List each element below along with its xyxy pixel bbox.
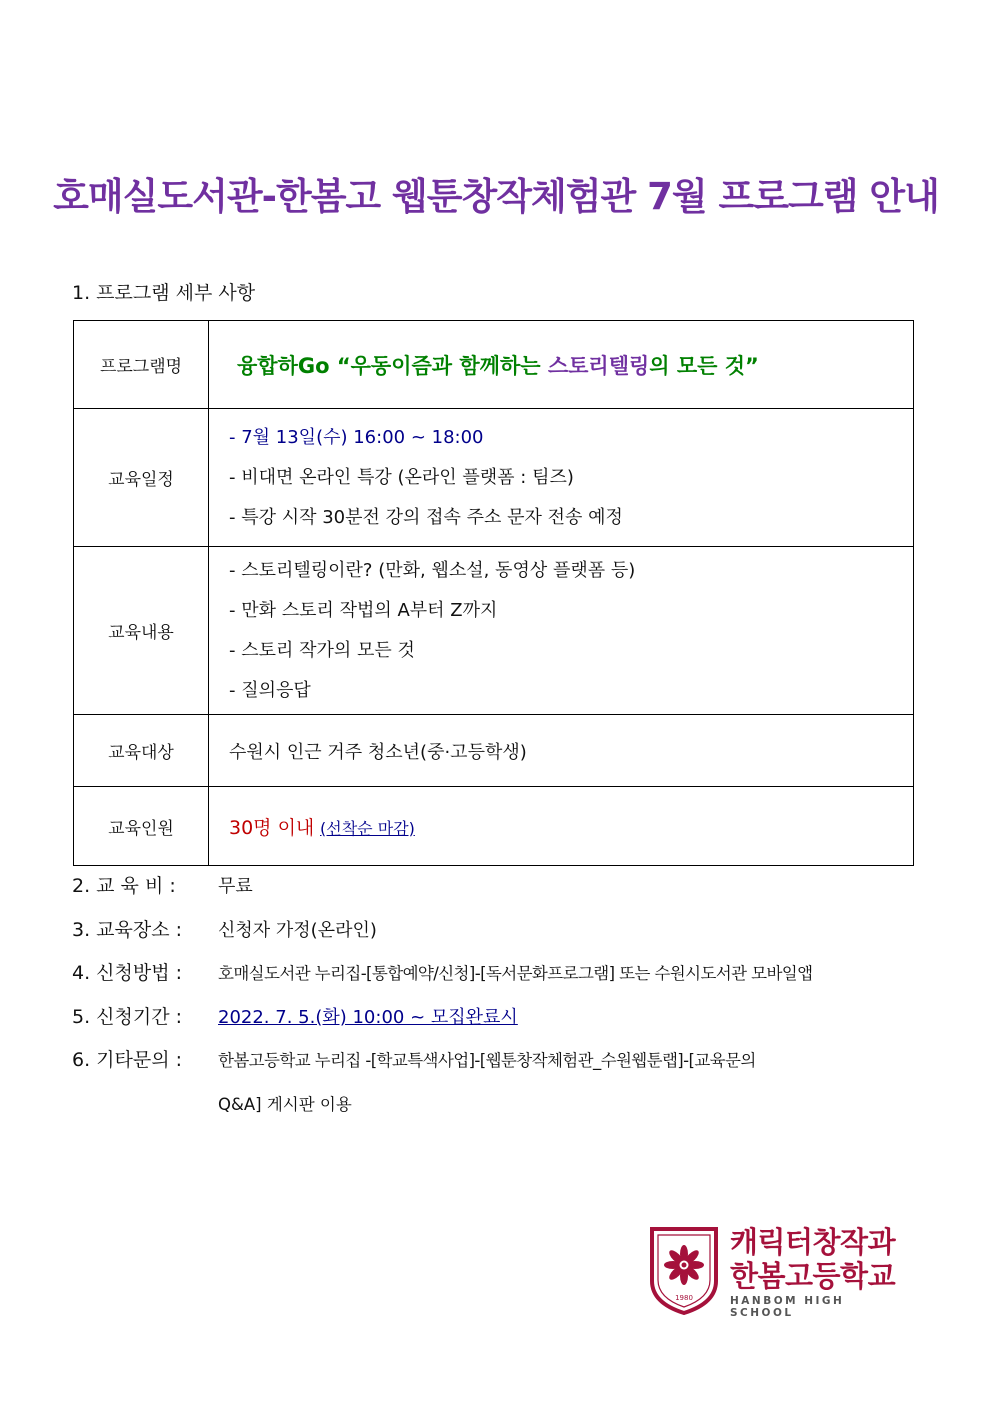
program-title-suffix: 의 모든 것”	[649, 353, 759, 378]
info-item-period	[72, 1001, 812, 1045]
info-item-location	[72, 914, 812, 958]
content-line: - 스토리 작가의 모든 것	[229, 639, 415, 661]
program-value-cell	[209, 321, 914, 409]
emblem-year: 1980	[675, 1294, 693, 1302]
school-logo	[648, 1223, 908, 1319]
schedule-line-notice: - 특강 시작 30분전 강의 접속 주소 문자 전송 예정	[229, 506, 623, 528]
info-item-label: 6. 기타문의 :	[72, 1049, 183, 1071]
logo-text	[730, 1225, 908, 1319]
table-row-content	[74, 547, 914, 715]
info-items	[72, 870, 812, 1131]
info-item-label: 3. 교육장소 :	[72, 918, 183, 941]
info-item-label: 4. 신청방법 :	[72, 962, 183, 984]
table-row-target	[74, 715, 914, 787]
schedule-line-date: - 7월 13일(수) 16:00 ~ 18:00	[229, 426, 484, 448]
schedule-value-cell	[209, 409, 914, 547]
info-item-fee	[72, 870, 812, 914]
count-label: 교육인원	[74, 787, 209, 866]
count-value: 30명 이내	[229, 816, 315, 839]
count-value-cell	[209, 787, 914, 866]
program-title-highlight: 스토리텔링	[547, 353, 650, 378]
section-heading-details: 1. 프로그램 세부 사항	[72, 282, 256, 304]
schedule-label: 교육일정	[74, 409, 209, 547]
program-title	[229, 354, 759, 378]
info-item-inquiry-continuation: Q&A] 게시판 이용	[218, 1094, 352, 1114]
content-label: 교육내용	[74, 547, 209, 715]
logo-department: 캐릭터창작과	[730, 1225, 896, 1259]
content-line: - 스토리텔링이란? (만화, 웹소설, 동영상 플랫폼 등)	[229, 559, 636, 581]
info-item-method	[72, 957, 812, 1001]
logo-school-english: HANBOM HIGH SCHOOL	[730, 1295, 845, 1319]
info-item-label: 5. 신청기간 :	[72, 1005, 183, 1028]
target-label: 교육대상	[74, 715, 209, 787]
content-line: - 만화 스토리 작법의 A부터 Z까지	[229, 599, 498, 621]
count-note: (선착순 마감)	[320, 818, 415, 838]
table-row-program	[74, 321, 914, 409]
table-row-schedule	[74, 409, 914, 547]
program-title-prefix: 융합하Go “우동이즘과 함께하는	[237, 353, 548, 378]
info-item-value: 무료	[218, 876, 253, 897]
table-row-count	[74, 787, 914, 866]
info-item-value: 한봄고등학교 누리집 -[학교특색사업]-[웹툰창작체험관_수원웹툰랩]-[교육문의	[218, 1051, 756, 1070]
schedule-line-platform: - 비대면 온라인 특강 (온라인 플랫폼 : 팀즈)	[229, 466, 574, 488]
info-item-value: 신청자 가정(온라인)	[218, 919, 377, 941]
content-value-cell	[209, 547, 914, 715]
info-item-value: 호매실도서관 누리집-[통합예약/신청]-[독서문화프로그램] 또는 수원시도서관 모바일앱	[218, 964, 813, 983]
content-line: - 질의응답	[229, 679, 311, 701]
target-value: 수원시 인근 거주 청소년(중·고등학생)	[209, 715, 914, 787]
program-details-table	[73, 320, 914, 866]
info-item-inquiry	[72, 1044, 812, 1088]
info-item-value: 2022. 7. 5.(화) 10:00 ~ 모집완료시	[218, 1006, 518, 1028]
page-title: 호매실도서관-한봄고 웹툰창작체험관 7월 프로그램 안내	[53, 175, 939, 218]
school-emblem-icon	[648, 1223, 720, 1315]
program-label: 프로그램명	[74, 321, 209, 409]
info-item-label: 2. 교 육 비 :	[72, 875, 176, 897]
logo-school-name: 한봄고등학교	[730, 1259, 896, 1293]
